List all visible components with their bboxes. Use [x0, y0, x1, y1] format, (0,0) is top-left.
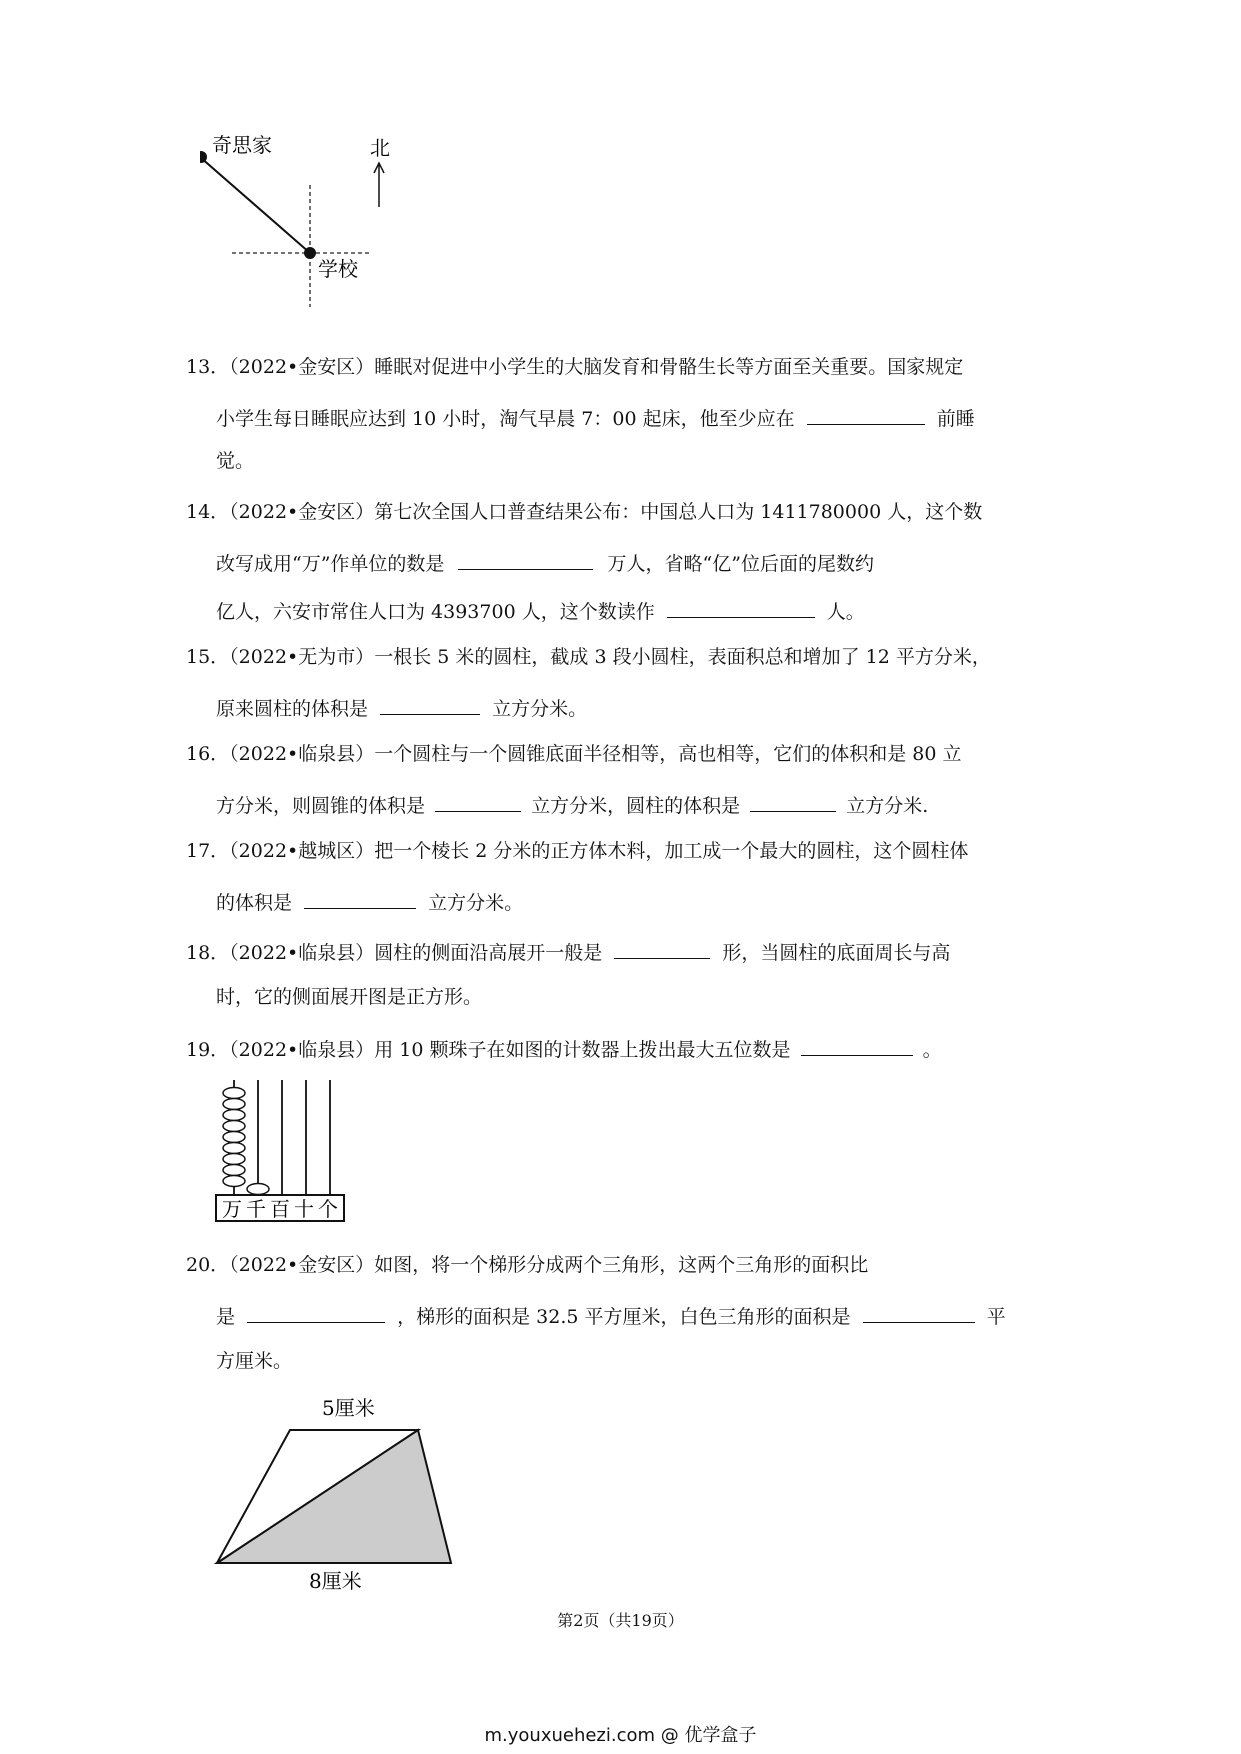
bead — [223, 1121, 245, 1132]
q14-blank-2[interactable] — [667, 599, 815, 618]
q19-text-a: 19．（2022•临泉县）用 10 颗珠子在如图的计数器上拨出最大五位数是 — [186, 1039, 791, 1061]
bottom-base-label: 8厘米 — [309, 1569, 362, 1593]
q20-line-1: 20．（2022•金安区）如图，将一个梯形分成两个三角形，这两个三角形的面积比 — [186, 1254, 869, 1276]
bead — [223, 1110, 245, 1121]
abacus-figure — [212, 1075, 352, 1227]
q17-line-1: 17．（2022•越城区）把一个棱长 2 分米的正方体木料，加工成一个最大的圆柱，这个圆柱体 — [186, 840, 969, 862]
q16-text-b: 立方分米，圆柱的体积是 — [531, 795, 741, 817]
direction-map-figure — [200, 135, 440, 315]
trapezoid-figure — [205, 1395, 475, 1595]
q20-text-b: ，梯形的面积是 32.5 平方厘米，白色三角形的面积是 — [397, 1306, 851, 1328]
q20-text-a: 是 — [216, 1306, 236, 1328]
bead — [223, 1165, 245, 1176]
q15-answer-blank[interactable] — [380, 696, 480, 715]
home-label: 奇思家 — [212, 135, 272, 157]
label-bai: 百 — [270, 1197, 290, 1221]
bead — [223, 1176, 245, 1187]
bead — [223, 1088, 245, 1099]
q14-text-d: 人。 — [826, 601, 865, 623]
q14-text-a: 改写成用“万”作单位的数是 — [216, 553, 445, 575]
q18-line-2: 时，它的侧面展开图是正方形。 — [216, 986, 483, 1008]
q19-text-b: 。 — [922, 1039, 942, 1061]
q19-answer-blank[interactable] — [801, 1037, 913, 1056]
q20-blank-ratio[interactable] — [247, 1304, 385, 1323]
q15-text-a: 原来圆柱的体积是 — [216, 698, 369, 720]
q16-blank-cone[interactable] — [435, 793, 521, 812]
school-label: 学校 — [318, 257, 358, 281]
bead-qian — [247, 1184, 269, 1195]
q20-line-3: 方厘米。 — [216, 1350, 293, 1372]
site-watermark: m.youxuehezi.com @ 优学盒子 — [484, 1725, 757, 1746]
home-school-route-line — [200, 157, 310, 253]
q16-blank-cylinder[interactable] — [750, 793, 836, 812]
q13-answer-blank[interactable] — [807, 406, 925, 425]
beads-wan — [223, 1088, 245, 1187]
school-point — [304, 247, 316, 259]
q16-text-a: 方分米，则圆锥的体积是 — [216, 795, 426, 817]
q20-text-c: 平 — [986, 1306, 1006, 1328]
page-footer: 第2页（共19页） — [557, 1611, 684, 1630]
q15-text-b: 立方分米。 — [492, 698, 588, 720]
label-wan: 万 — [222, 1197, 242, 1221]
q14-line-1: 14．（2022•金安区）第七次全国人口普查结果公布：中国总人口为 1411780000 人，这个数 — [186, 501, 983, 523]
q13-line-3: 觉。 — [216, 450, 255, 472]
q18-answer-blank[interactable] — [614, 940, 710, 959]
bead — [223, 1099, 245, 1110]
q17-text-b: 立方分米。 — [428, 892, 524, 914]
q17-text-a: 的体积是 — [216, 892, 293, 914]
q17-answer-blank[interactable] — [304, 890, 416, 909]
bead — [223, 1132, 245, 1143]
q20-blank-area[interactable] — [863, 1304, 975, 1323]
q13-text-b: 前睡 — [936, 408, 975, 430]
q13-line-1: 13．（2022•金安区）睡眠对促进中小学生的大脑发育和骨骼生长等方面至关重要。国家规定 — [186, 356, 964, 378]
q16-line-1: 16．（2022•临泉县）一个圆柱与一个圆锥底面半径相等，高也相等，它们的体积和是 80 立 — [186, 743, 962, 765]
label-shi: 十 — [294, 1197, 314, 1221]
label-ge: 个 — [318, 1197, 338, 1221]
bead — [223, 1154, 245, 1165]
label-qian: 千 — [246, 1197, 266, 1221]
top-base-label: 5厘米 — [322, 1396, 375, 1420]
q14-text-c: 亿人，六安市常住人口为 4393700 人，这个数读作 — [216, 601, 655, 623]
q14-blank-1[interactable] — [458, 551, 593, 570]
q14-text-b: 万人，省略“亿”位后面的尾数约 — [607, 553, 874, 575]
q13-text-a: 小学生每日睡眠应达到 10 小时，淘气早晨 7：00 起床，他至少应在 — [216, 408, 795, 430]
q15-line-1: 15．（2022•无为市）一根长 5 米的圆柱，截成 3 段小圆柱，表面积总和增加了 12 平方分米， — [186, 646, 991, 668]
q18-text-a: 18．（2022•临泉县）圆柱的侧面沿高展开一般是 — [186, 942, 603, 964]
bead — [223, 1143, 245, 1154]
north-label: 北 — [370, 136, 390, 160]
q16-text-c: 立方分米. — [846, 795, 929, 817]
q18-text-b: 形，当圆柱的底面周长与高 — [722, 942, 951, 964]
